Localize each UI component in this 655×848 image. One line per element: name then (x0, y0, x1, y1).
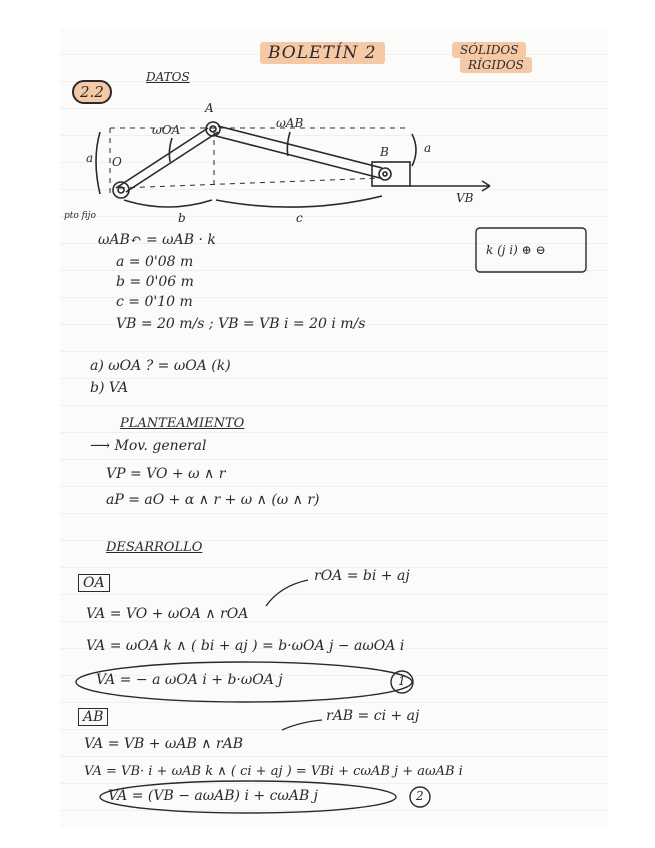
plant-line-3: aP = aO + α ∧ r + ω ∧ (ω ∧ r) (106, 492, 320, 508)
dim-c: c (296, 211, 303, 225)
subject-line-2: RÍGIDOS (460, 57, 532, 73)
label-w-oa: ωOA (152, 123, 181, 137)
ab-r-vector: rAB = ci + aj (326, 708, 420, 724)
data-line-3: b = 0'06 m (116, 274, 194, 290)
data-line-1: ωAB↶ = ωAB · k (98, 232, 216, 248)
ab-line-1: VA = VB + ωAB ∧ rAB (84, 736, 243, 752)
problem-number: 2.2 (72, 80, 112, 104)
ab-result-number: 2 (416, 789, 424, 803)
label-a: A (205, 101, 214, 115)
question-a: a) ωOA ? = ωOA (k) (90, 358, 231, 374)
dim-b: b (178, 211, 186, 225)
ab-result: VA = (VB − aωAB) i + cωAB j (108, 788, 319, 804)
plant-line-2: VP = VO + ω ∧ r (106, 466, 226, 482)
sign-convention: k (j i) ⊕ ⊖ (486, 243, 546, 257)
ab-line-2: VA = VB· i + ωAB k ∧ ( ci + aj ) = VBi + cωAB j + aωAB i (84, 764, 463, 779)
label-b: B (380, 145, 389, 159)
oa-result-number: 1 (398, 674, 406, 688)
desarrollo-heading: DESARROLLO (106, 540, 203, 555)
subject-line-1: SÓLIDOS (452, 42, 526, 58)
dim-a-left: a (86, 151, 94, 165)
ab-label: AB (78, 708, 108, 726)
oa-result: VA = − a ωOA i + b·ωOA j (96, 672, 283, 688)
data-line-2: a = 0'08 m (116, 254, 194, 270)
label-fixed-point: pto fijo (64, 211, 96, 221)
question-b: b) VA (90, 380, 129, 396)
label-w-ab: ωAB (276, 116, 304, 130)
oa-line-2: VA = ωOA k ∧ ( bi + aj ) = b·ωOA j − aωOA i (86, 638, 405, 654)
label-o: O (112, 155, 122, 169)
page-title: BOLETÍN 2 (260, 42, 385, 64)
oa-line-1: VA = VO + ωOA ∧ rOA (86, 606, 249, 622)
data-line-5: VB = 20 m/s ; VB = VB i = 20 i m/s (116, 316, 366, 332)
oa-r-vector: rOA = bi + aj (314, 568, 410, 584)
plant-line-1: ⟶ Mov. general (90, 438, 207, 454)
datos-heading: DATOS (146, 70, 190, 84)
planteamiento-heading: PLANTEAMIENTO (120, 416, 245, 431)
dim-a-right: a (424, 141, 432, 155)
label-vb: VB (456, 191, 474, 205)
data-line-4: c = 0'10 m (116, 294, 193, 310)
oa-label: OA (78, 574, 110, 592)
